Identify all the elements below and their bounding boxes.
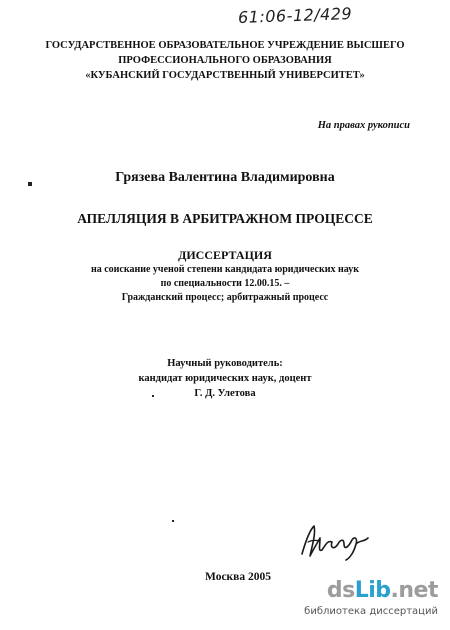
organization-line-3: «КУБАНСКИЙ ГОСУДАРСТВЕННЫЙ УНИВЕРСИТЕТ» (85, 70, 365, 81)
handwritten-signature (298, 520, 370, 562)
organization-header (0, 38, 450, 83)
organization-line-1: ГОСУДАРСТВЕННОЕ ОБРАЗОВАТЕЛЬНОЕ УЧРЕЖДЕНИЕ ВЫСШЕГО (45, 40, 405, 51)
author-name: Грязева Валентина Владимировна (115, 170, 335, 185)
dissertation-title: АПЕЛЛЯЦИЯ В АРБИТРАЖНОМ ПРОЦЕССЕ (77, 211, 373, 226)
dslib-watermark (304, 578, 448, 626)
organization-line-2: ПРОФЕССИОНАЛЬНОГО ОБРАЗОВАНИЯ (118, 55, 332, 66)
city-year: Москва 2005 (205, 571, 272, 583)
specialty-name-line: Гражданский процесс; арбитражный процесс (121, 292, 329, 303)
watermark-brand-ds: ds (326, 578, 355, 603)
watermark-subtitle: библиотека диссертаций (304, 606, 438, 617)
supervisor-degree: кандидат юридических наук, доцент (138, 373, 312, 384)
dissertation-details (0, 263, 450, 305)
rights-note: На правах рукописи (317, 120, 410, 131)
handwritten-archive-code: 61:06-12/429 (237, 4, 353, 27)
degree-line: на соискание ученой степени кандидата юридических наук (90, 264, 360, 275)
watermark-brand-net: .net (390, 578, 438, 603)
supervisor-block (0, 356, 450, 401)
dissertation-label: ДИССЕРТАЦИЯ (178, 248, 272, 262)
scan-dot (172, 520, 174, 522)
supervisor-name: Г. Д. Улетова (194, 388, 256, 399)
scan-dot (152, 395, 154, 397)
specialty-code-line: по специальности 12.00.15. – (160, 278, 290, 289)
supervisor-label: Научный руководитель: (167, 358, 283, 369)
watermark-brand-lib: Lib (354, 578, 391, 603)
watermark-brand (327, 578, 438, 603)
